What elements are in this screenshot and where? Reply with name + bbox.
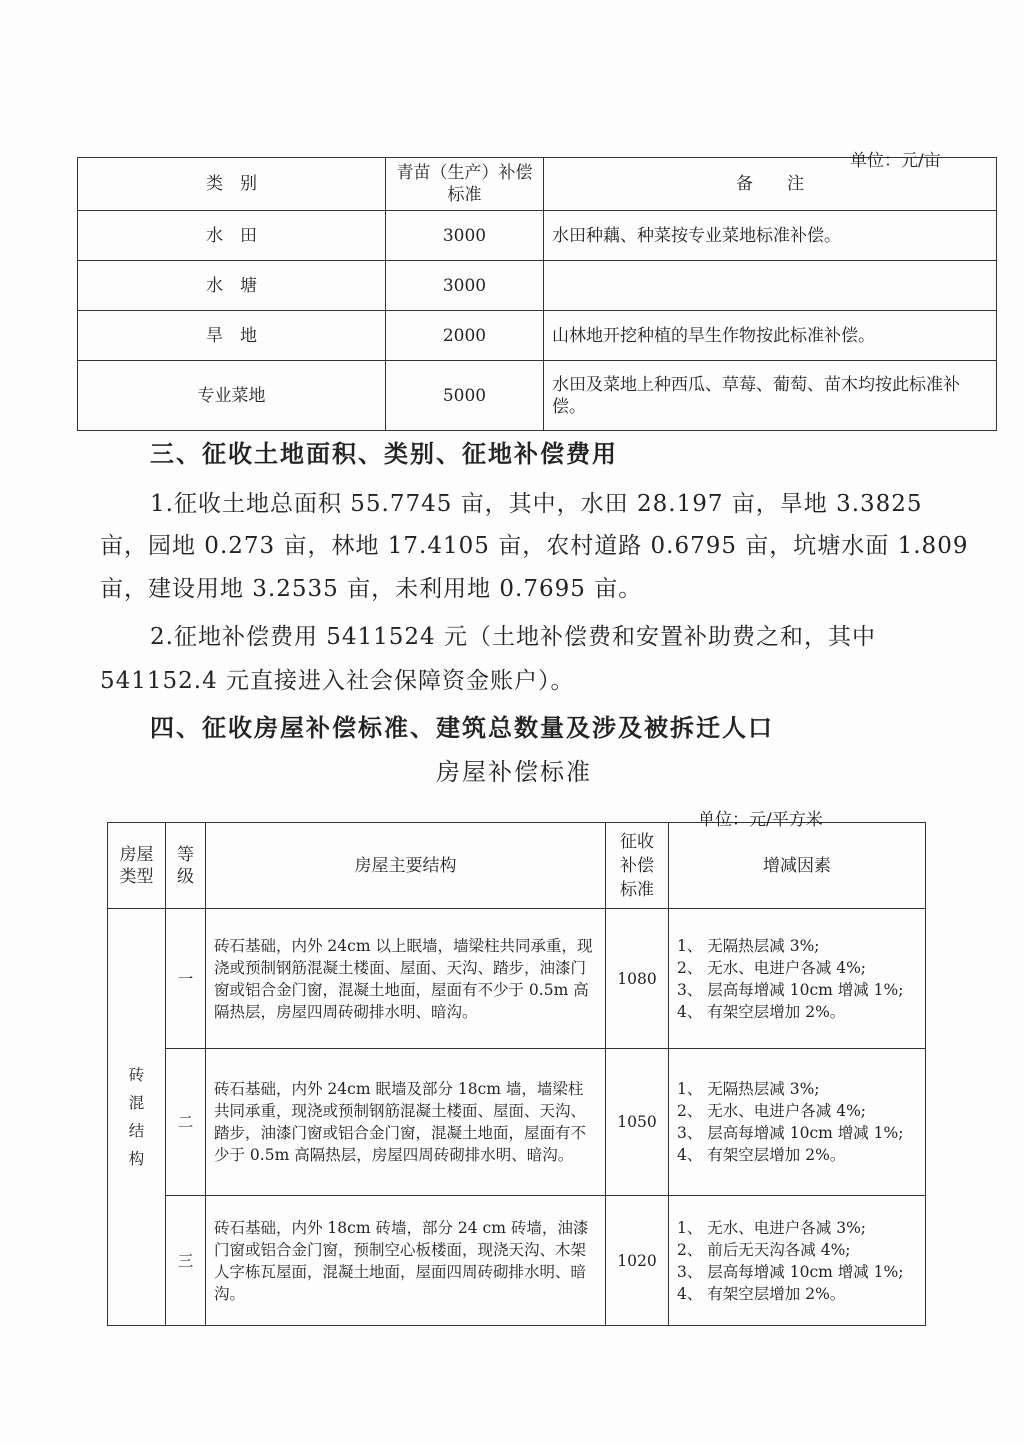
para1-line: 亩，建设用地 3.2535 亩，未利用地 0.7695 亩。 (100, 576, 643, 602)
house-compensation-table (107, 822, 926, 1326)
table-row (78, 361, 997, 431)
factor: 4、 有架空层增加 2%。 (677, 1284, 846, 1303)
section3-heading: 三、征收土地面积、类别、征地补偿费用 (150, 439, 618, 468)
cell-category: 水 塘 (78, 261, 386, 311)
factor: 3、 层高每增减 10cm 增减 1%; (677, 980, 904, 999)
cell-note: 水田及菜地上种西瓜、草莓、葡萄、苗木均按此标准补偿。 (544, 361, 997, 431)
cell-category: 旱 地 (78, 311, 386, 361)
cell-standard: 3000 (386, 211, 544, 261)
table2-unit: 单位：元/平方米 (698, 810, 823, 830)
cell-standard: 3000 (386, 261, 544, 311)
header-category: 类 别 (78, 158, 386, 211)
cell-category: 水 田 (78, 211, 386, 261)
cell-category: 专业菜地 (78, 361, 386, 431)
section4-heading: 四、征收房屋补偿标准、建筑总数量及涉及被拆迁人口 (150, 713, 774, 742)
cell-standard: 5000 (386, 361, 544, 431)
header-grade: 等级 (166, 823, 206, 909)
cell-standard: 1020 (606, 1196, 669, 1326)
factor: 2、 无水、电进户各减 4%; (677, 1102, 867, 1120)
table1-unit: 单位：元/亩 (850, 151, 941, 171)
crop-compensation-table (77, 157, 997, 431)
cell-standard: 1080 (606, 909, 669, 1049)
para2-line: 541152.4 元直接进入社会保障资金账户）。 (100, 668, 575, 694)
factor: 1、 无隔热层减 3%; (677, 936, 820, 955)
table-row (108, 1049, 926, 1196)
table-row (78, 211, 997, 261)
factor: 3、 层高每增减 10cm 增减 1%; (677, 1262, 904, 1281)
table-row (108, 1196, 926, 1326)
factor: 2、 无水、电进户各减 4%; (677, 958, 867, 977)
cell-factors (669, 1196, 926, 1326)
table-row (78, 261, 997, 311)
cell-note: 山林地开挖种植的旱生作物按此标准补偿。 (544, 311, 997, 361)
cell-structure: 砖石基础，内外 24cm 以上眠墙，墙梁柱共同承重，现浇或预制钢筋混凝土楼面、屋面、天沟、踏步，油漆门窗或铝合金门窗，混凝土地面，屋面有不少于 0.5m 高隔热层，房屋四周砖砌排水明、暗沟。 (206, 909, 606, 1049)
cell-house-type: 砖混结构 (108, 909, 166, 1326)
table2-title: 房屋补偿标准 (436, 758, 592, 786)
cell-grade: 一 (166, 909, 206, 1049)
para2-line: 2.征地补偿费用 5411524 元（土地补偿费和安置补助费之和，其中 (150, 624, 876, 650)
cell-structure: 砖石基础，内外 24cm 眠墙及部分 18cm 墙，墙梁柱共同承重，现浇或预制钢筋混凝土楼面、屋面、天沟、踏步，油漆门窗或铝合金门窗，混凝土地面，屋面有不少于 0.5m 高隔热层，房屋四周砖砌排水明、暗沟。 (206, 1049, 606, 1196)
header-standard: 青苗（生产）补偿标准 (386, 158, 544, 211)
cell-structure: 砖石基础，内外 18cm 砖墙，部分 24 cm 砖墙，油漆门窗或铝合金门窗，预制空心板楼面，现浇天沟、木架人字栋瓦屋面，混凝土地面，屋面四周砖砌排水明、暗沟。 (206, 1196, 606, 1326)
header-factors: 增减因素 (669, 823, 926, 909)
cell-grade: 三 (166, 1196, 206, 1326)
para1-line: 1.征收土地总面积 55.7745 亩，其中，水田 28.197 亩，旱地 3.3825 (150, 491, 923, 517)
cell-note: 水田种藕、种菜按专业菜地标准补偿。 (544, 211, 997, 261)
factor: 4、 有架空层增加 2%。 (677, 1002, 846, 1021)
cell-factors (669, 1049, 926, 1196)
cell-standard: 2000 (386, 311, 544, 361)
factor: 1、 无隔热层减 3%; (677, 1080, 820, 1098)
cell-grade: 二 (166, 1049, 206, 1196)
header-structure: 房屋主要结构 (206, 823, 606, 909)
factor: 3、 层高每增减 10cm 增减 1%; (677, 1124, 904, 1142)
para1-line: 亩，园地 0.273 亩，林地 17.4105 亩，农村道路 0.6795 亩，坑塘水面 1.809 (100, 533, 969, 559)
factor: 1、 无水、电进户各减 3%; (677, 1218, 867, 1237)
table-row (108, 909, 926, 1049)
cell-factors (669, 909, 926, 1049)
cell-note (544, 261, 997, 311)
header-house-type: 房屋类型 (108, 823, 166, 909)
header-standard: 征收补偿标准 (606, 823, 669, 909)
cell-standard: 1050 (606, 1049, 669, 1196)
factor: 2、 前后无天沟各减 4%; (677, 1240, 851, 1259)
factor: 4、 有架空层增加 2%。 (677, 1146, 846, 1164)
table-row (78, 311, 997, 361)
header-note: 备 注 (544, 158, 997, 211)
